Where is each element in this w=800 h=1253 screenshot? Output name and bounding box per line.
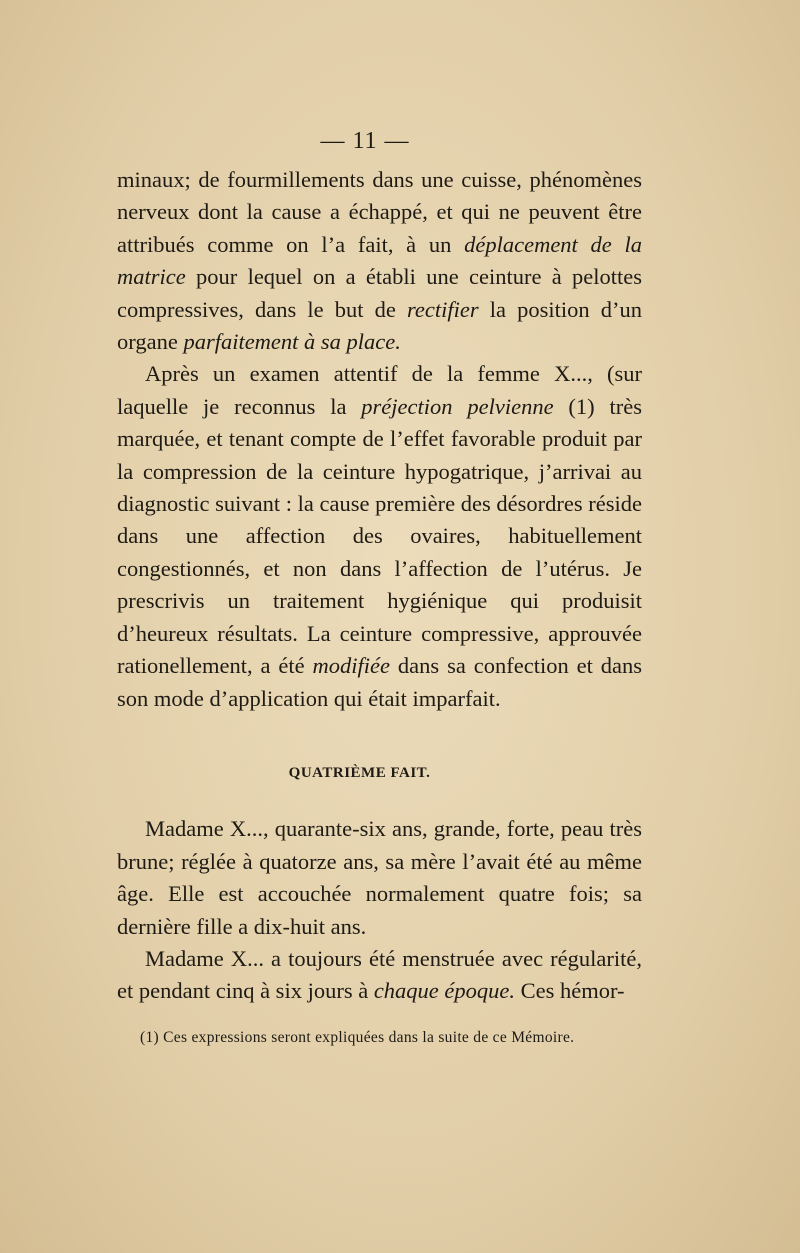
paragraph-1-text-2: pour lequel on a établi une ceinture à pelottes compressives, dans le but de (117, 264, 642, 322)
body-text (117, 164, 642, 1008)
footnote: (1) Ces expressions seront expliquées dans la suite de ce Mémoire. (140, 1029, 575, 1046)
paragraph-2 (117, 358, 642, 714)
paragraph-4 (117, 943, 642, 1008)
section-heading: QUATRIÈME FAIT. (288, 764, 431, 781)
paragraph-1-text-3: la position d’un organe (117, 296, 642, 355)
paragraph-1-italic-3: parfaitement à sa place. (183, 329, 401, 355)
page-number: — 11 — (320, 128, 410, 154)
paragraph-2-text-3: dans sa confection et dans son mode d’application qui était imparfait. (117, 653, 642, 711)
paragraph-1-text-1: minaux; de fourmillements dans une cuisse, phénomènes nerveux dont la cause a échappé, et qui ne peuvent être attribués comme on l’a fait, à un (117, 167, 642, 257)
paragraph-4-text-1: Madame X... a toujours été menstruée avec régularité, et pendant cinq à six jours à (117, 945, 642, 1004)
paragraph-2-italic-1: préjection pelvienne (361, 393, 554, 419)
paragraph-2-text-2: (1) très marquée, et tenant compte de l’effet favorable produit par la compression de la ceinture hypogatrique, j’arrivai au diagnostic suivant : la cause première des désordres réside dans une affection des ovaires, habituellement congestionnés, et non dans l’affection de l’utérus. Je prescrivis un traitement hygiénique qui produisit d’heureux résultats. La ceinture compressive, approuvée rationellement, a été (117, 393, 642, 679)
paragraph-2-text-1: Après un examen attentif de la femme X..., (sur laquelle je reconnus la (117, 361, 642, 419)
paragraph-1-italic-1: déplacement de la matrice (117, 231, 642, 290)
paragraph-3 (117, 813, 642, 943)
paragraph-1 (117, 164, 642, 358)
paragraph-3-text-1: Madame X..., quarante-six ans, grande, forte, peau très brune; réglée à quatorze ans, sa mère l’avait été au même âge. Elle est accouchée normalement quatre fois; sa dernière fille a dix-huit ans. (117, 816, 642, 939)
paragraph-4-text-2: Ces hémor- (515, 978, 625, 1004)
paragraph-4-italic-1: chaque époque. (373, 978, 516, 1004)
paragraph-1-italic-2: rectifier (406, 296, 479, 322)
paragraph-2-italic-2: modifiée (312, 653, 391, 679)
